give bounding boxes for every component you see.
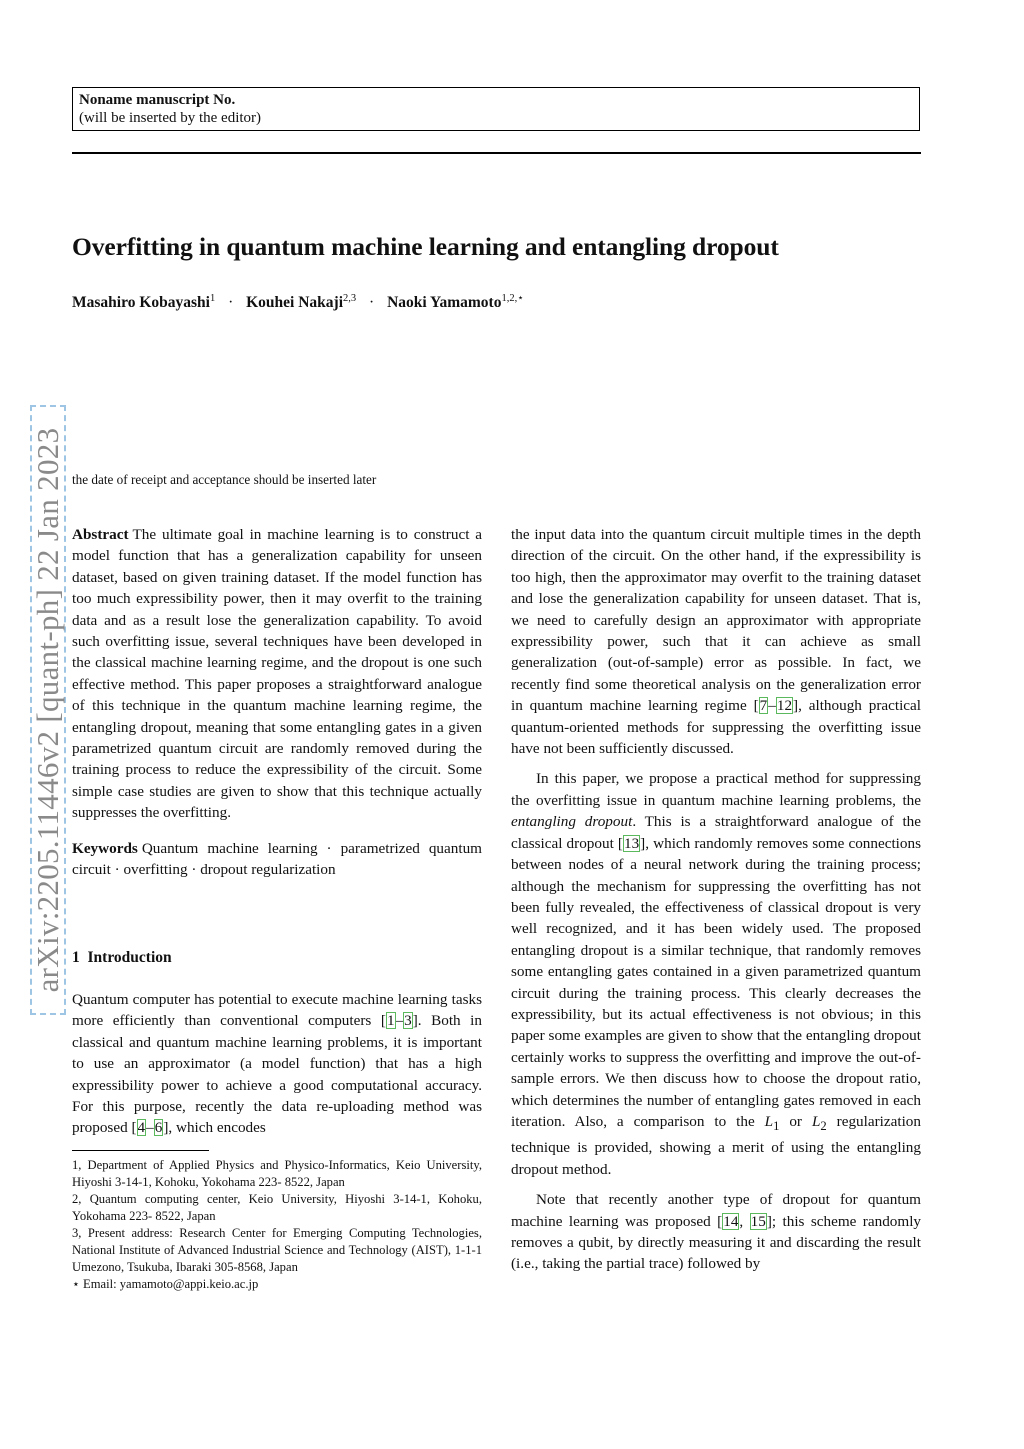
- abstract-block: [72, 524, 482, 881]
- footnote: 2, Quantum computing center, Keio University, Hiyoshi 3-14-1, Kohoku, Yokohama 223- 8522, Japan: [72, 1192, 482, 1223]
- citation-link[interactable]: 15: [750, 1212, 766, 1230]
- section-heading: [72, 949, 172, 967]
- footnote-rule: [72, 1150, 209, 1151]
- footnotes: [72, 1157, 482, 1293]
- editor-note: (will be inserted by the editor): [79, 110, 262, 126]
- intro-left-column: [72, 989, 482, 1139]
- paper-title: Overfitting in quantum machine learning and entangling dropout: [72, 232, 779, 261]
- author-name: Kouhei Nakaji: [246, 294, 344, 312]
- keywords-label: Keywords: [72, 839, 138, 857]
- intro-paragraph: Quantum computer has potential to execute machine learning tasks more efficiently than conventional computers [1–3]. Both in classical and quantum machine learning problems, it is important to use an approximator (a model function) that has a high expressibility power to achieve a good computational accuracy. For this purpose, recently the data re-uploading method was proposed [4–6], which encodes: [72, 991, 482, 1137]
- citation-link[interactable]: 3: [404, 1012, 412, 1030]
- arxiv-stamp[interactable]: [30, 405, 66, 1015]
- receipt-note: the date of receipt and acceptance should be inserted later: [72, 472, 377, 487]
- author-separator: ·: [228, 294, 234, 312]
- header-rule: [72, 152, 921, 154]
- author-name: Naoki Yamamoto: [387, 294, 502, 312]
- author-affiliation: 1,2,⋆: [501, 293, 524, 304]
- citation-link[interactable]: 13: [623, 834, 640, 852]
- author-affiliation: 2,3: [343, 293, 357, 304]
- right-column: [511, 524, 921, 1275]
- author-separator: ·: [369, 294, 375, 312]
- abstract-text: The ultimate goal in machine learning is to construct a model function that has a generalization capability for unseen dataset, based on given training dataset. If the model function has too much expressibility power, then it may overfit to the training data and as a result lose the generalization capability. To avoid such overfitting issue, several techniques have been developed in the classical machine learning regime, and the dropout is one such effective method. This paper proposes a straightforward analogue of this technique in the quantum machine learning regime, the entangling dropout, meaning that some entangling gates in a given parametrized quantum circuit are randomly removed during the training process to reduce the expressibility of the circuit. Some simple case studies are given to show that this technique actually suppresses the overfitting.: [72, 526, 482, 822]
- paragraph: the input data into the quantum circuit multiple times in the depth direction of the circuit. On the other hand, if the expressibility is too high, then the approximator may overfit to the training dataset and lose the generalization capability for unseen dataset. That is, we need to carefully design an approximator with appropriate expressibility power, such that it can achieve as small generalization (out-of-sample) error as possible. In fact, we recently find some theoretical analysis on the generalization error in quantum machine learning regime [7–12], although practical quantum-oriented methods for suppressing the overfitting issue have not been sufficiently discussed.: [511, 526, 922, 758]
- abstract-label: Abstract: [72, 526, 129, 543]
- keywords: [72, 838, 482, 881]
- manuscript-number: Noname manuscript No.: [79, 92, 236, 108]
- citation-link[interactable]: 4: [137, 1119, 146, 1137]
- citation-link[interactable]: 7: [759, 697, 768, 715]
- paragraph: Note that recently another type of dropout for quantum machine learning was proposed [14, 15]; this scheme randomly removes a qubit, by directly measuring it and discarding the result (i.e., taking the partial trace) followed by: [511, 1191, 922, 1273]
- citation-link[interactable]: 6: [154, 1119, 163, 1137]
- footnote: ⋆ Email: yamamoto@appi.keio.ac.jp: [72, 1277, 259, 1291]
- abstract: [72, 524, 482, 824]
- emphasis: entangling dropout: [511, 813, 633, 831]
- keywords-text: Quantum machine learning · parametrized quantum circuit · overfitting · dropout regularization: [72, 839, 482, 879]
- footnote: 1, Department of Applied Physics and Physico-Informatics, Keio University, Hiyoshi 3-14-1, Kohoku, Yokohama 223- 8522, Japan: [72, 1158, 482, 1189]
- author-name: Masahiro Kobayashi: [72, 294, 210, 312]
- citation-link[interactable]: 14: [723, 1212, 739, 1230]
- paragraph: In this paper, we propose a practical method for suppressing the overfitting issue in quantum machine learning problems, the entangling dropout. This is a straightforward analogue of the classical dropout [13], which randomly removes some connections between nodes of a neural network during the training process; although the mechanism for suppressing the overfitting has not been fully revealed, the effectiveness of classical dropout is very well recognized, and it has been widely used. The proposed entangling dropout is a similar technique, that randomly removes some entangling gates contained in a given parametrized quantum circuit during the training process. This clearly decreases the expressibility, but its actual effectiveness is not obvious; in this paper some examples are given to show that the entangling dropout certainly works to suppress the overfitting and improve the out-of-sample errors. We then discuss how to choose the dropout ratio, which determines the number of entangling gates removed in each iteration. Also, a comparison to the $L_1$ or $L_2$ regularization technique is provided, showing a merit of using the entangling dropout method.: [511, 770, 921, 1178]
- citation-link[interactable]: 12: [776, 697, 793, 715]
- author-affiliation: 1: [209, 293, 216, 304]
- section-title: Introduction: [87, 949, 172, 966]
- section-number: 1: [72, 949, 80, 966]
- author-list: [72, 292, 524, 312]
- arxiv-identifier: arXiv:2205.11446v2 [quant-ph] 22 Jan 2023: [30, 427, 65, 993]
- citation-link[interactable]: 1: [386, 1012, 395, 1030]
- footnote: 3, Present address: Research Center for Emerging Computing Technologies, National Institute of Advanced Industrial Science and Technology (AIST), 1-1-1 Umezono, Tsukuba, Ibaraki 305-8568, Japan: [72, 1226, 482, 1274]
- manuscript-header-box: [72, 87, 920, 131]
